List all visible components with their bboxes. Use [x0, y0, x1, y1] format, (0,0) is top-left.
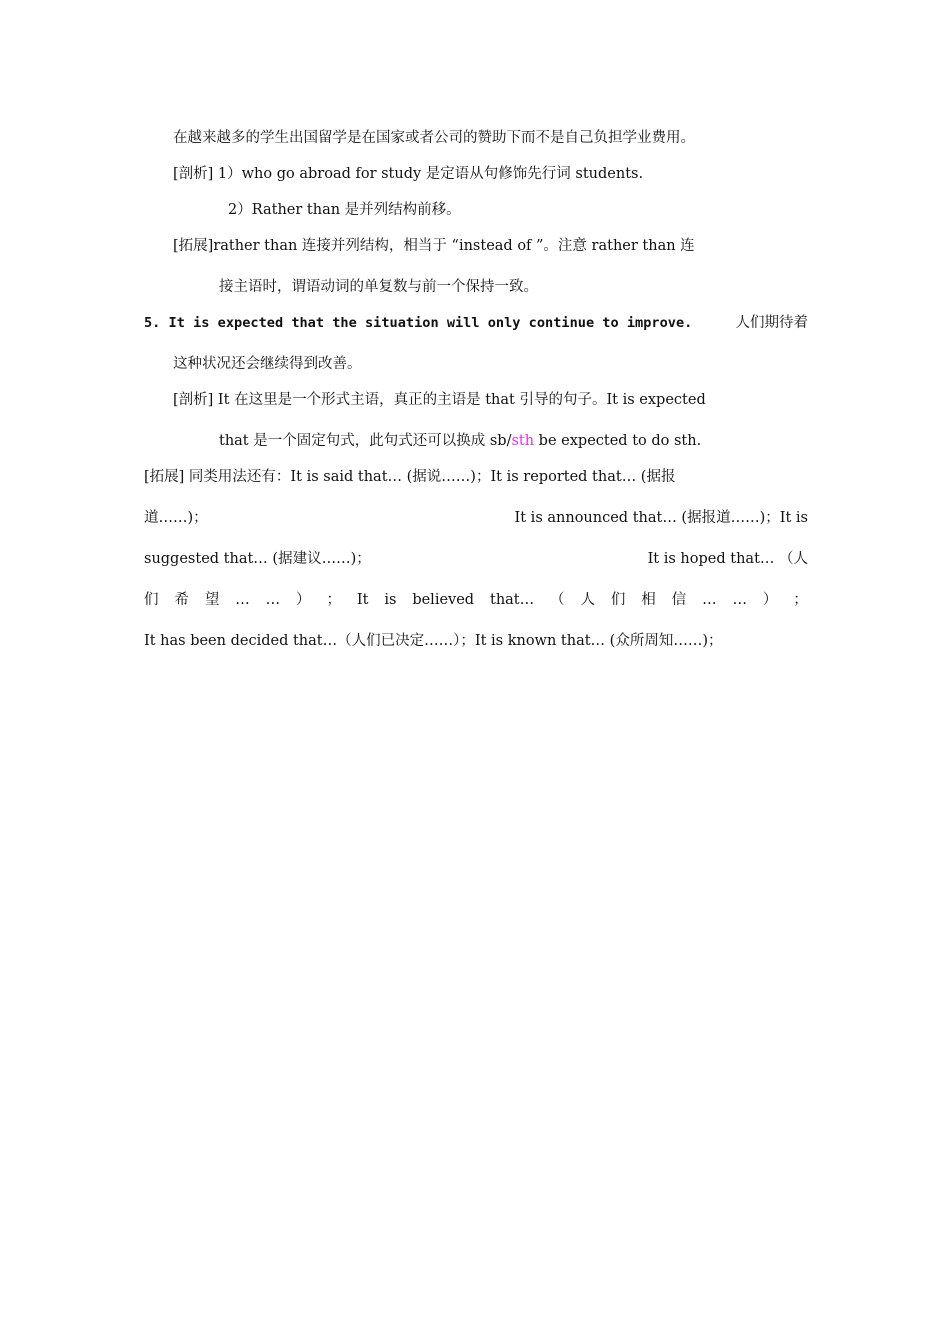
text-line-item-5-cont: 这种状况还会继续得到改善。	[173, 356, 362, 372]
text-line-extension-6	[144, 590, 808, 610]
justified-token: It	[356, 592, 369, 608]
justified-token: …	[265, 592, 281, 608]
justified-token: that…	[490, 592, 535, 608]
text-line-extension-3: [拓展] 同类用法还有：It is said that… (据说……)；It is reported that… (据报	[144, 469, 676, 485]
justified-token: …	[732, 592, 747, 608]
item-5-translation: 人们期待着	[735, 315, 808, 331]
justified-token: ；	[793, 592, 808, 608]
item-5-sentence: 5. It is expected that the situation will only continue to improve.	[144, 315, 693, 331]
text-line-analysis-1: [剖析] 1）who go abroad for study 是定语从句修饰先行词 students.	[173, 166, 644, 182]
justified-token: 信	[671, 592, 687, 608]
text-line-extension-7: It has been decided that…（人们已决定……）；It is known that… (众所周知……)；	[144, 633, 723, 649]
justified-token: 相	[641, 592, 656, 608]
analysis-4-text-b: be expected to do sth.	[534, 433, 702, 449]
justified-token: is	[384, 592, 397, 608]
justified-token: （	[550, 592, 565, 608]
extension-5-left: suggested that… (据建议……)；	[144, 551, 371, 567]
extension-5-right: It is hoped that… （人	[647, 551, 808, 567]
justified-token: ）	[296, 592, 311, 608]
justified-token: ）	[762, 592, 778, 608]
text-line-item-5	[144, 313, 808, 333]
text-line-extension-1: [拓展]rather than 连接并列结构，相当于 “instead of ”。注意 rather than 连	[173, 238, 695, 254]
text-line-analysis-4	[219, 431, 701, 451]
justified-token: 人	[580, 592, 595, 608]
analysis-4-text-a: that 是一个固定句式，此句式还可以换成 sb/	[219, 433, 512, 449]
justified-token: 们	[144, 592, 159, 608]
text-line-extension-4	[144, 508, 808, 528]
justified-token: believed	[412, 592, 475, 608]
extension-4-right: It is announced that… (据报道……)；It is	[514, 510, 808, 526]
text-line-analysis-2: 2）Rather than 是并列结构前移。	[228, 202, 461, 218]
justified-token: ；	[326, 592, 341, 608]
text-line-translation: 在越来越多的学生出国留学是在国家或者公司的赞助下而不是自己负担学业费用。	[173, 130, 695, 146]
justified-token: 希	[174, 592, 189, 608]
text-line-analysis-3: [剖析] It 在这里是一个形式主语，真正的主语是 that 引导的句子。It is expected	[173, 392, 706, 408]
justified-token: …	[702, 592, 717, 608]
justified-token: …	[235, 592, 250, 608]
text-line-extension-2: 接主语时，谓语动词的单复数与前一个保持一致。	[219, 279, 538, 295]
justified-token: 望	[204, 592, 220, 608]
analysis-4-highlight: sth	[511, 433, 535, 449]
justified-token: 们	[610, 592, 626, 608]
text-line-extension-5	[144, 549, 808, 569]
extension-4-left: 道……)；	[144, 510, 208, 526]
